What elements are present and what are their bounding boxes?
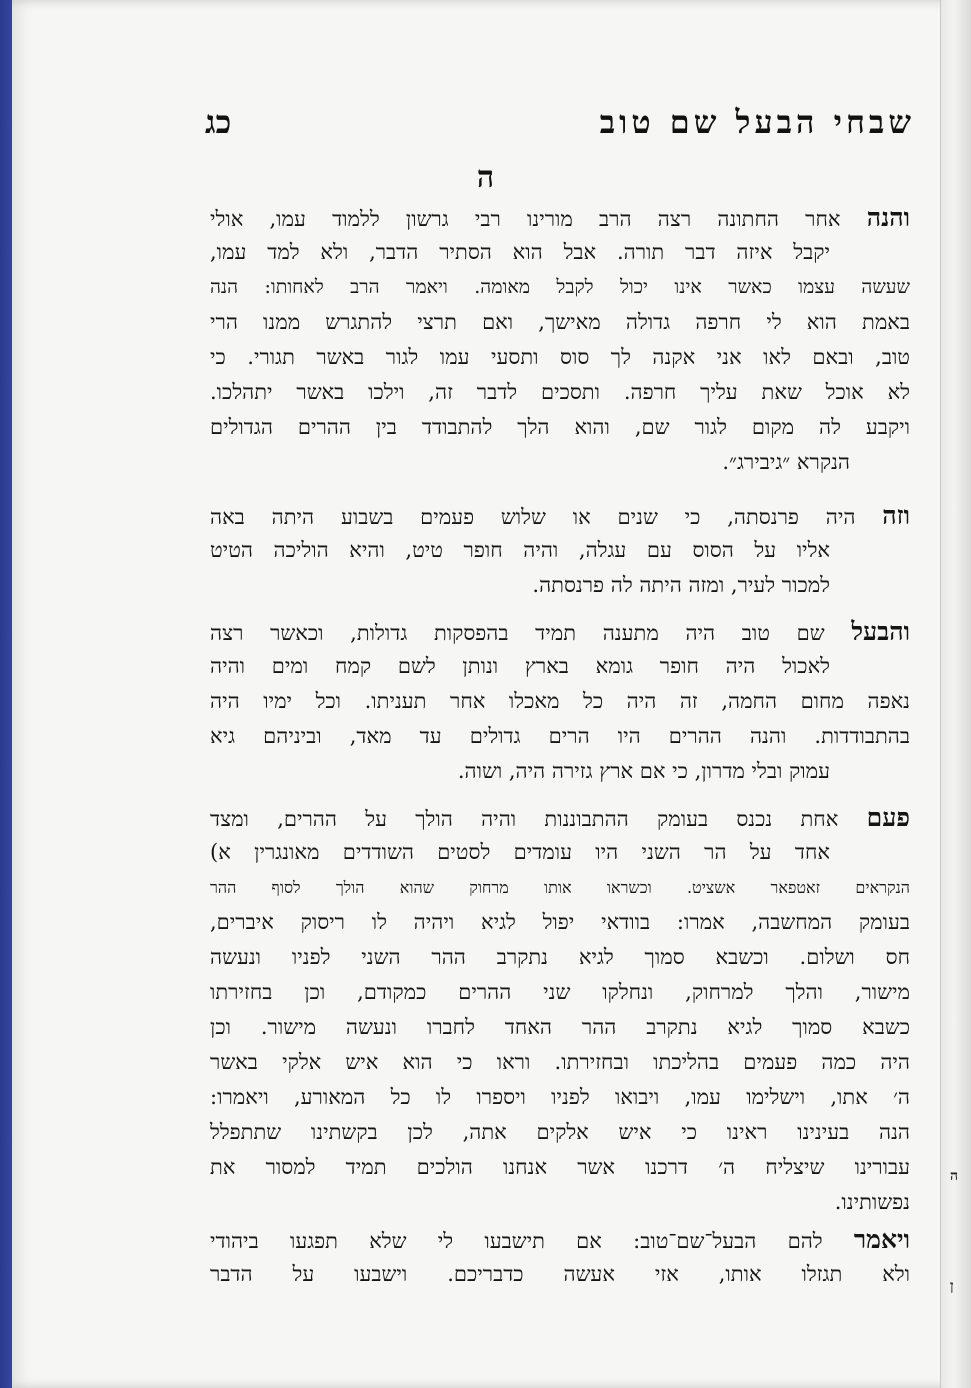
text-line: טוב, ובאם לאו אני אקנה לך סוס ותסעי עמו לגור באשר תגורי. כי — [210, 345, 910, 369]
text-line: נאפה מחום החמה, זה היה כל מאכלו אחר תעניתו. וכל ימיו היה — [210, 689, 910, 713]
text-line: ה׳ אתו, וישלימו עמו, ויבואו לפניו ויספרו לו כל המאורע, ויאמרו: — [210, 1085, 911, 1109]
text-line: לאכול היה חופר גומא בארץ ונותן לשם קמח ומים והיה — [210, 654, 830, 678]
text-line: עמוק ובלי מדרון, כי אם ארץ גזירה היה, ושוה. — [457, 759, 830, 783]
running-header — [205, 103, 915, 147]
paragraph-lead-word: ויאמר — [853, 1225, 910, 1254]
paragraph — [210, 614, 910, 789]
text-line: פעם אחת נכנס בעומק ההתבוננות והיה הולך על ההרים, ומצד — [210, 803, 910, 832]
text-line: ולא תגזלו אותו, אזי אעשה כדבריכם. וישבעו על הדבר — [210, 1262, 910, 1286]
paragraph — [210, 800, 910, 1220]
paragraph-lead-word: והנה — [866, 203, 910, 232]
edge-mark: ה — [950, 1168, 959, 1184]
text-line: והנה אחר החתונה רצה הרב מורינו רבי גרשון ללמוד עמו, אולי — [210, 203, 910, 232]
running-title: שבחי הבעל שם טוב — [599, 103, 915, 141]
section-letter: ה — [476, 160, 495, 195]
text-line: ויקבע לה מקום לגור שם, והוא הלך להתבודד בין ההרים הגדולים — [210, 415, 910, 439]
text-line: היה כמה פעמים בהליכתו ובחזירתו. וראו כי הוא איש אלקי באשר — [210, 1050, 910, 1074]
text-line: לא אוכל שאת עליך חרפה. ותסכים לדבר זה, וילכו באשר יתהלכו. — [210, 380, 910, 404]
text-line: וזה היה פרנסתה, כי שנים או שלוש פעמים בשבוע היתה באה — [210, 501, 910, 530]
paragraph-lead-word: פעם — [866, 803, 910, 832]
text-line: עבורינו שיצליח ה׳ דרכנו אשר אנחנו הולכים תמיד למסור את — [210, 1155, 910, 1179]
text-line: והבעל שם טוב היה מתענה תמיד בהפסקות גדולות, וכאשר רצה — [210, 617, 910, 646]
text-line: חס ושלום. וכשבא סמוך לגיא נתקרב ההר השני לפניו ונעשה — [210, 945, 910, 969]
text-line: באמת הוא לי חרפה גדולה מאישך, ואם תרצי להתגרש ממנו הרי — [210, 310, 910, 334]
paragraph — [210, 1222, 910, 1292]
text-line: הנה בעינינו ראינו כי איש אלקים אתה, לכן בקשתינו שתתפלל — [210, 1120, 910, 1144]
text-line: אליו על הסוס עם עגלה, והיה חופר טיט, והיא הוליכה הטיט — [210, 538, 830, 562]
text-line: למכור לעיר, ומזה היתה לה פרנסתה. — [532, 573, 830, 597]
text-line: אחד על הר השני היו עומדים לסטים השודדים מאונגרין א) — [210, 840, 830, 864]
text-line: בהתבודדות. והנה ההרים היו הרים גדולים עד מאד, וביניהם גיא — [210, 724, 910, 748]
text-line: ויאמר להם הבעל־שם־טוב: אם תישבעו לי שלא תפגעו ביהודי — [210, 1225, 910, 1254]
text-line: שעשה עצמו כאשר אינו יכול לקבל מאומה. ויאמר הרב לאחותו: הנה — [210, 276, 910, 298]
text-line: הנקרא ״גיבירג״. — [722, 450, 850, 474]
text-line: מישור, והלך למרחוק, ונחלקו שני ההרים כמקודם, וכן בחזירתו — [210, 980, 910, 1004]
paragraph-lead-word: והבעל — [851, 617, 910, 646]
text-line: יקבל איזה דבר תורה. אבל הוא הסתיר הדבר, ולא למד עמו, — [210, 240, 830, 264]
text-line: נפשותינו. — [834, 1190, 910, 1214]
edge-mark: ן — [950, 1278, 954, 1294]
paragraph — [210, 200, 910, 480]
text-line: כשבא סמוך לגיא נתקרב ההר האחד לחברו ונעשה מישור. וכן — [210, 1015, 910, 1039]
paragraph-lead-word: וזה — [882, 501, 910, 530]
page-number: כג — [205, 103, 232, 141]
paragraph — [210, 498, 910, 603]
text-line: הנקראים זאטפאר אשציט. וכשראו אותו מרחוק שהוא הולך לסוף ההר — [210, 878, 910, 897]
text-line: בעומק המחשבה, אמרו: בוודאי יפול לגיא ויהיה לו ריסוק איברים, — [210, 910, 910, 934]
